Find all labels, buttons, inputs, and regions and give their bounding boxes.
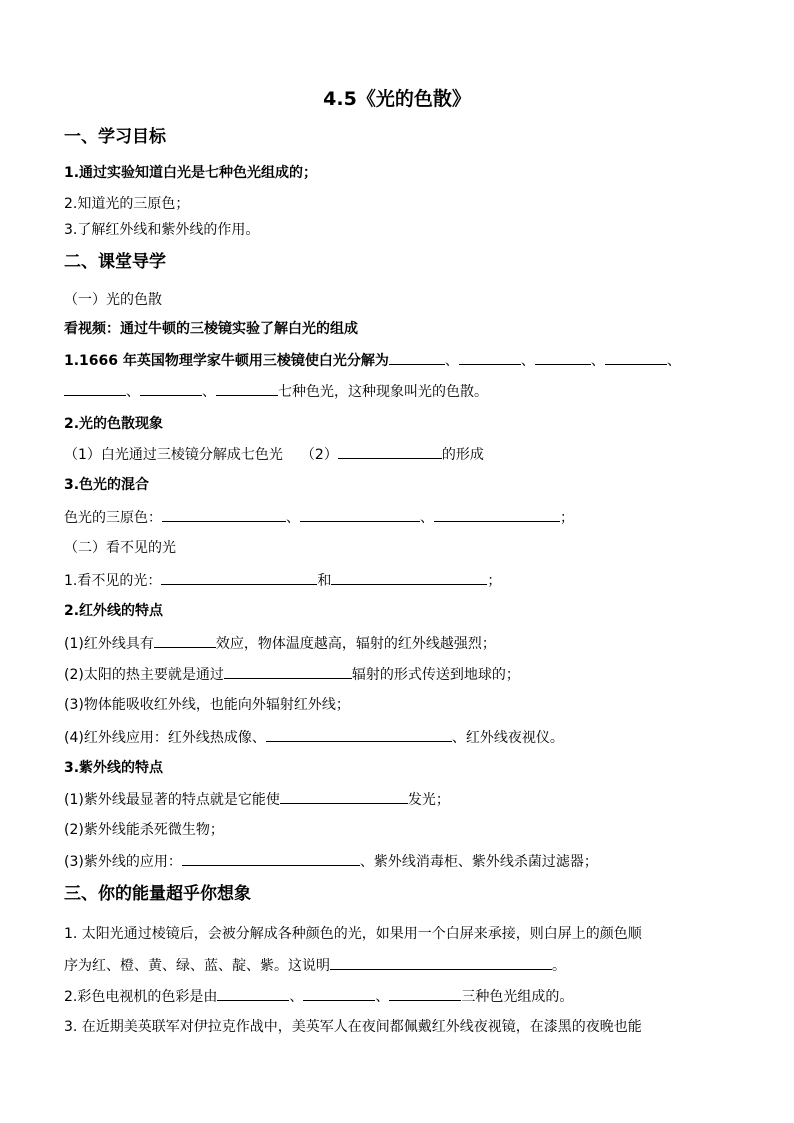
separator: 、 [375, 989, 390, 1005]
question-text: 效应，物体温度越高，辐射的红外线越强烈； [215, 636, 496, 652]
question-line: 3. 在近期美英联军对伊拉克作战中，美英军人在夜间都佩戴红外线夜视镜，在漆黑的夜晚也能 [64, 1019, 642, 1035]
separator: 、 [289, 989, 304, 1005]
answer-blank[interactable] [303, 986, 375, 1001]
question-line [64, 507, 574, 528]
question-line [64, 664, 520, 685]
question-line [64, 851, 598, 872]
answer-blank[interactable] [266, 727, 452, 742]
answer-blank[interactable] [217, 986, 289, 1001]
question-text: 序为红、橙、黄、绿、蓝、靛、紫。这说明 [64, 958, 330, 974]
question-text: (3)紫外线的应用： [64, 854, 182, 870]
question-line [64, 570, 501, 591]
question-text: 1.看不见的光： [64, 573, 162, 589]
question-line [64, 955, 566, 976]
section-heading-goals: 一、学习目标 [64, 127, 166, 147]
question-text: 、紫外线消毒柜、紫外线杀菌过滤器； [359, 854, 598, 870]
answer-blank[interactable] [338, 444, 442, 459]
answer-blank[interactable] [389, 986, 461, 1001]
separator: ； [487, 573, 502, 589]
question-line: 1. 太阳光通过棱镜后，会被分解成各种颜色的光，如果用一个白屏来承接，则白屏上的颜色顺 [64, 926, 642, 942]
question-text: (1)紫外线最显著的特点就是它能使 [64, 792, 280, 808]
answer-blank[interactable] [331, 570, 487, 585]
answer-blank[interactable] [140, 381, 202, 396]
answer-blank[interactable] [300, 507, 420, 522]
question-line [64, 986, 573, 1007]
separator: 、 [286, 510, 300, 526]
separator: 、 [444, 353, 459, 369]
question-heading: 3.色光的混合 [64, 477, 150, 493]
answer-blank[interactable] [182, 851, 360, 866]
answer-blank[interactable] [162, 507, 286, 522]
section-heading-guide: 二、课堂导学 [64, 252, 166, 272]
question-text: （1）白光通过三棱镜分解成七色光 [64, 447, 283, 463]
answer-blank[interactable] [216, 381, 278, 396]
separator: 、 [520, 353, 535, 369]
question-text: (2)太阳的热主要就是通过 [64, 667, 224, 683]
goal-item: 2.知道光的三原色； [64, 196, 190, 212]
subsection-invisible-light: （二）看不见的光 [64, 540, 176, 556]
question-line [64, 350, 681, 371]
separator: 、 [420, 510, 434, 526]
question-heading: 2.红外线的特点 [64, 603, 164, 619]
question-text: 1.1666 年英国物理学家牛顿用三棱镜使白光分解为 [64, 353, 389, 369]
question-line [64, 444, 484, 465]
separator: 。 [552, 958, 566, 974]
question-text: 七种色光，这种现象叫光的色散。 [278, 384, 488, 400]
question-text: 三种色光组成的。 [461, 989, 574, 1005]
answer-blank[interactable] [64, 381, 126, 396]
video-instruction: 看视频：通过牛顿的三棱镜实验了解白光的组成 [64, 321, 358, 337]
question-text: 和 [317, 573, 332, 589]
answer-blank[interactable] [161, 570, 317, 585]
question-text: 的形成 [441, 447, 484, 463]
question-text: 发光； [407, 792, 450, 808]
question-heading: 3.紫外线的特点 [64, 760, 164, 776]
question-heading: 2.光的色散现象 [64, 416, 164, 432]
question-line: (2)紫外线能杀死微生物； [64, 822, 224, 838]
question-text: 辐射的形式传送到地球的； [351, 667, 520, 683]
goal-item: 3.了解红外线和紫外线的作用。 [64, 222, 260, 238]
question-line [64, 633, 496, 654]
separator: 、 [666, 353, 681, 369]
question-line [64, 789, 450, 810]
answer-blank[interactable] [535, 350, 591, 365]
answer-blank[interactable] [154, 633, 216, 648]
question-line: (3)物体能吸收红外线，也能向外辐射红外线； [64, 697, 350, 713]
question-text: 色光的三原色： [64, 510, 162, 526]
subsection-dispersion: （一）光的色散 [64, 292, 162, 308]
question-line [64, 727, 564, 748]
goal-item: 1.通过实验知道白光是七种色光组成的； [64, 165, 318, 181]
answer-blank[interactable] [389, 350, 445, 365]
separator: 、 [126, 384, 140, 400]
separator: 、 [590, 353, 605, 369]
answer-blank[interactable] [330, 955, 552, 970]
page-title: 4.5《光的色散》 [323, 88, 471, 110]
question-text: 、红外线夜视仪。 [451, 730, 564, 746]
question-text: 2.彩色电视机的色彩是由 [64, 989, 218, 1005]
question-text: (1)红外线具有 [64, 636, 154, 652]
section-heading-challenge: 三、你的能量超乎你想象 [64, 884, 251, 904]
question-text: （2） [300, 447, 338, 463]
separator: ； [560, 510, 574, 526]
answer-blank[interactable] [605, 350, 667, 365]
answer-blank[interactable] [224, 664, 352, 679]
answer-blank[interactable] [459, 350, 521, 365]
question-text: (4)红外线应用：红外线热成像、 [64, 730, 266, 746]
answer-blank[interactable] [434, 507, 560, 522]
question-line [64, 381, 488, 402]
answer-blank[interactable] [280, 789, 408, 804]
separator: 、 [202, 384, 216, 400]
